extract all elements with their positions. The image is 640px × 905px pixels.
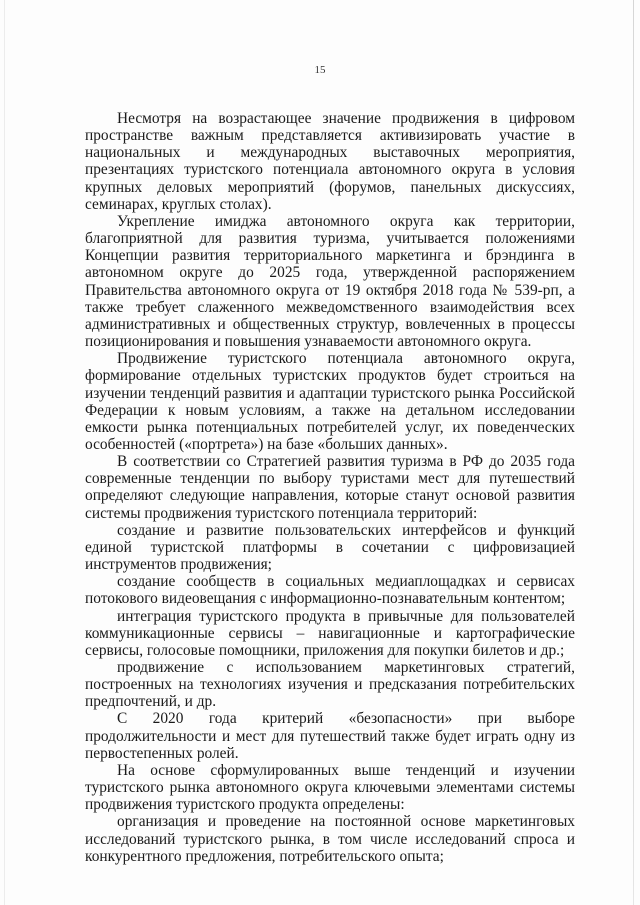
list-item: создание сообществ в социальных медиаплощадках и сервисах потокового видеовещания с информационно-познавательным контентом; bbox=[85, 573, 575, 608]
list-item: интеграция туристского продукта в привычные для пользователей коммуникационные сервисы – навигационные и картографические сервисы, голосовые помощники, приложения для покупки билетов и др.; bbox=[85, 607, 575, 659]
list-item: продвижение с использованием маркетинговых стратегий, построенных на технологиях изучения и предсказания потребительских предпочтений, и др. bbox=[85, 659, 575, 711]
paragraph: Укрепление имиджа автономного округа как территории, благоприятной для развития туризма, учитывается положениями Концепции развития территориального маркетинга и брэндинга в автономном округе до 2025 года, утвержденной распоряжением Правительства автономного округа от 19 октября 2018 года № 539-рп, а также требует слаженного межведомственного взаимодействия всех административных и общественных структур, вовлеченных в процессы позиционирования и повышения узнаваемости автономного округа. bbox=[85, 212, 575, 351]
list-item: создание и развитие пользовательских интерфейсов и функций единой туристской платформы в сочетании с цифровизацией инструментов продвижения; bbox=[85, 521, 575, 574]
paragraph: Несмотря на возрастающее значение продвижения в цифровом пространстве важным представляется активизировать участие в национальных и международных выставочных мероприятия, презентациях туристского потенциала автономного округа в условия крупных деловых мероприятий (форумов, панельных дискуссиях, семинарах, круглых столах). bbox=[85, 110, 575, 213]
paragraph: С 2020 года критерий «безопасности» при выборе продолжительности и мест для путешествий также будет играть одну из первостепенных ролей. bbox=[85, 710, 575, 762]
scan-edge-right bbox=[633, 0, 634, 905]
body-text bbox=[85, 110, 575, 865]
paragraph: На основе сформулированных выше тенденций и изучении туристского рынка автономного округа ключевыми элементами системы продвижения туристского продукта определены: bbox=[85, 761, 575, 814]
paragraph: Продвижение туристского потенциала автономного округа, формирование отдельных туристских продуктов будет строиться на изучении тенденций развития и адаптации туристского рынка Российской Федерации к новым условиям, а также на детальном исследовании емкости рынка потенциальных потребителей услуг, их поведенческих особенностей («портрета») на базе «больших данных». bbox=[85, 350, 575, 453]
scan-edge-left bbox=[4, 0, 5, 905]
paragraph: В соответствии со Стратегией развития туризма в РФ до 2035 года современные тенденции по выбору туристами мест для путешествий определяют следующие направления, которые станут основой развития системы продвижения туристского потенциала территорий: bbox=[85, 453, 575, 522]
list-item: организация и проведение на постоянной основе маркетинговых исследований туристского рынка, в том числе исследований спроса и конкурентного предложения, потребительского опыта; bbox=[85, 813, 575, 865]
page-number: 15 bbox=[314, 64, 326, 76]
